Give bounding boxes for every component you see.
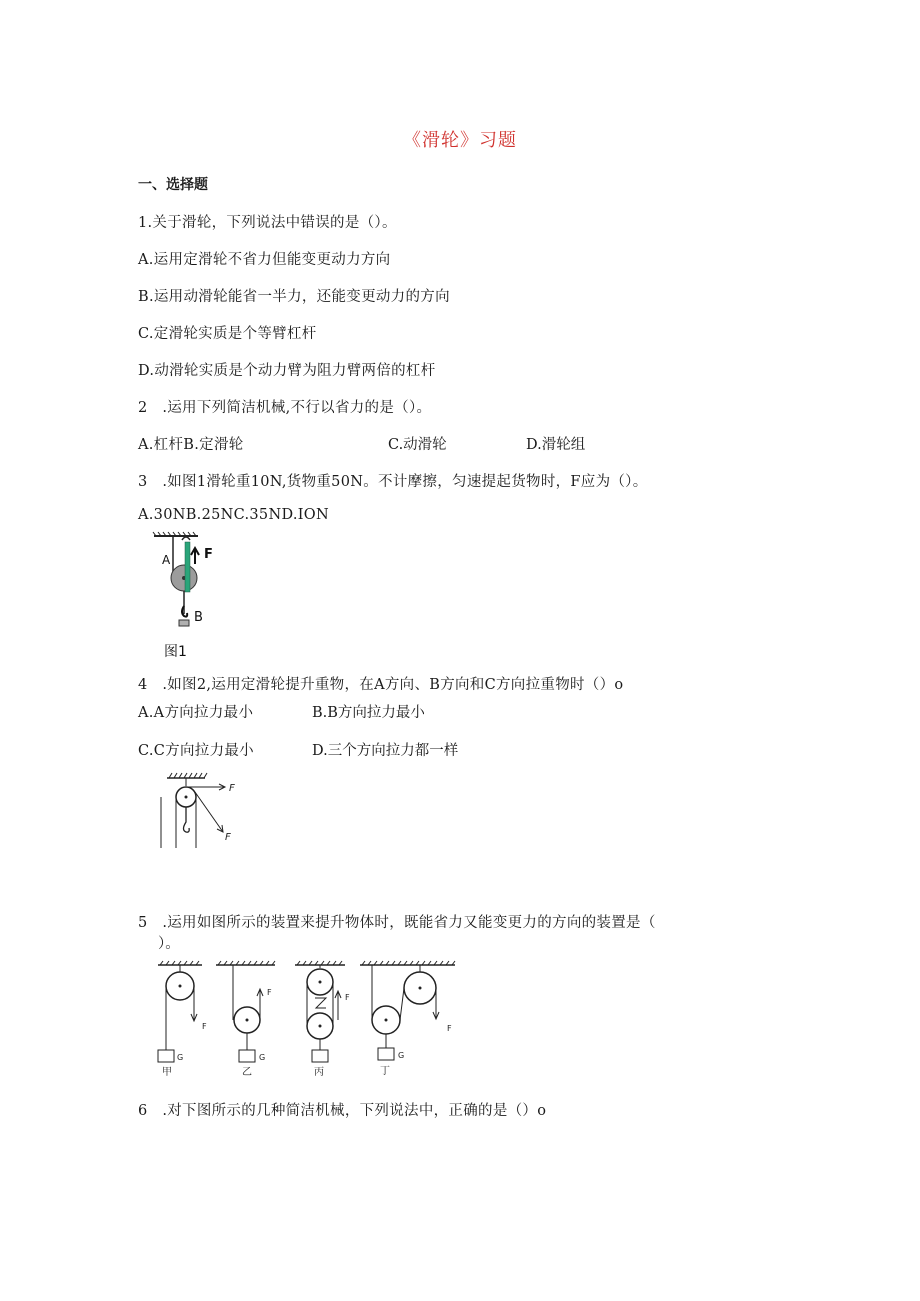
q6-stem: 6 .对下图所示的几种简洁机械，下列说法中，正确的是（）o <box>138 1103 547 1119</box>
label-bing: 丙 <box>314 1067 324 1078</box>
hook-icon <box>184 807 190 832</box>
q5-stem-line2: ）。 <box>158 936 180 952</box>
fig1-caption: 图1 <box>164 644 187 660</box>
q4-option-c: C.C方向拉力最小 <box>138 743 254 759</box>
q4-option-a: A.A方向拉力最小 <box>138 705 254 721</box>
label-f: F <box>202 1022 207 1031</box>
force-b-arrow <box>195 792 223 832</box>
fig1-label-b: B <box>194 610 203 625</box>
q3-options: A.30NB.25NC.35ND.ION <box>138 507 329 523</box>
device-ding <box>360 961 455 1077</box>
device-bing <box>295 961 350 1078</box>
section-heading: 一、选择题 <box>138 177 208 193</box>
q2-option-d: D.滑轮组 <box>526 437 586 453</box>
q4-stem: 4 .如图2,运用定滑轮提升重物，在A方向、B方向和C方向拉重物时（）o <box>138 677 624 693</box>
q5-stem-line1: 5 .运用如图所示的装置来提升物体时，既能省力又能变更力的方向的装置是（ <box>138 915 656 931</box>
label-jia: 甲 <box>162 1067 172 1078</box>
q4-option-b: B.B方向拉力最小 <box>312 705 425 721</box>
q4-option-d: D.三个方向拉力都一样 <box>312 743 459 759</box>
page-title: 《滑轮》习题 <box>403 130 517 151</box>
fig2-label-fb: F <box>225 832 231 843</box>
figure-pulley-set <box>150 958 465 1078</box>
q1-option-a: A.运用定滑轮不省力但能变更动力方向 <box>138 252 391 268</box>
label-g: G <box>177 1053 184 1062</box>
label-ding: 丁 <box>380 1066 390 1077</box>
ceiling-hatch <box>167 773 207 778</box>
q1-option-d: D.动滑轮实质是个动力臂为阻力臂两倍的杠杆 <box>138 363 436 379</box>
label-f: F <box>267 988 272 997</box>
label-g: G <box>398 1051 405 1060</box>
figure-1 <box>148 530 228 662</box>
q2-stem: 2 .运用下列简洁机械,不行以省力的是（）。 <box>138 400 432 416</box>
label-g: G <box>259 1053 266 1062</box>
q1-stem: 1.关于滑轮，下列说法中错误的是（）。 <box>138 215 397 231</box>
q2-option-ab: A.杠杆B.定滑轮 <box>138 437 244 453</box>
q1-option-c: C.定滑轮实质是个等臂杠杆 <box>138 326 317 342</box>
device-jia <box>158 961 207 1078</box>
device-yi <box>216 961 275 1078</box>
rope-pull-end <box>185 542 190 592</box>
figure-2 <box>155 770 255 855</box>
label-f: F <box>345 993 350 1002</box>
fig2-label-fc: F <box>229 783 235 794</box>
weight-block <box>179 620 189 626</box>
force-arrow <box>191 548 199 564</box>
q3-stem: 3 .如图1滑轮重10N,货物重50N。不计摩擦，匀速提起货物时，F应为（）。 <box>138 474 648 490</box>
fig1-label-f: F <box>204 547 213 562</box>
label-yi: 乙 <box>242 1067 252 1078</box>
label-f: F <box>447 1024 452 1033</box>
q2-option-c: C.动滑轮 <box>388 437 447 453</box>
ceiling-hatch <box>153 532 198 536</box>
fig1-label-a: A <box>162 553 171 567</box>
q1-option-b: B.运用动滑轮能省一半力，还能变更动力的方向 <box>138 289 450 305</box>
